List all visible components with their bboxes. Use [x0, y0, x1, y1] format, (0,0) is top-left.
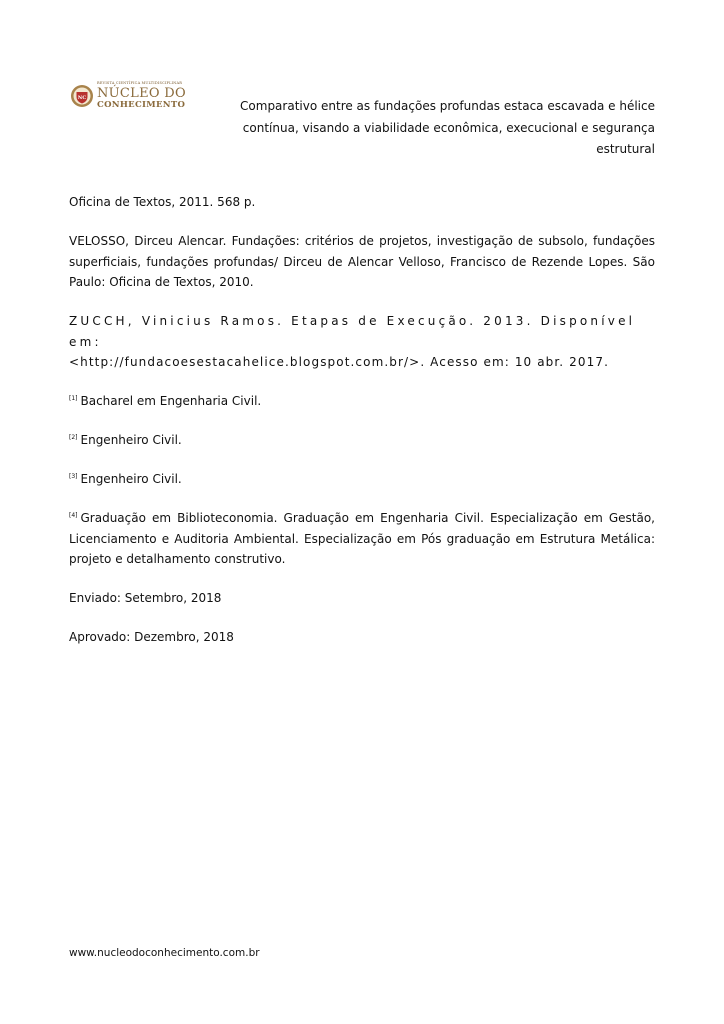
seal-icon [70, 84, 94, 108]
seal-text: NC [77, 94, 87, 101]
references-section [69, 192, 655, 666]
sent-date: Enviado: Setembro, 2018 [69, 591, 222, 605]
footnote [69, 508, 655, 570]
journal-logo [70, 82, 186, 109]
footnote-mark: [3] [69, 473, 78, 480]
logo-name-line1: NÚCLEO DO [97, 85, 186, 101]
logo-name-line2: CONHECIMENTO [97, 99, 186, 110]
approved-date: Aprovado: Dezembro, 2018 [69, 630, 234, 644]
reference-zucch-line1: ZUCCH, Vinicius Ramos. Etapas de Execução. 2013. Disponível em: [69, 314, 636, 349]
reference-entry: VELOSSO, Dirceu Alencar. Fundações: critérios de projetos, investigação de subsolo, fundações superficiais, fundações profundas/ Dirceu de Alencar Velloso, Francisco de Rezende Lopes. São Paulo: Oficina de Textos, 2010. [69, 234, 655, 289]
reference-entry-zucch [69, 311, 655, 373]
footer-url: www.nucleodoconhecimento.com.br [69, 947, 260, 959]
footnote-text: Graduação em Biblioteconomia. Graduação em Engenharia Civil. Especialização em Gestão, Licenciamento e Auditoria Ambiental. Especialização em Pós graduação em Estrutura Metálica: projeto e detalhamento construtivo. [69, 511, 655, 566]
logo-superscript: REVISTA CIENTÍFICA MULTIDISCIPLINAR [97, 81, 183, 85]
footnote [69, 430, 655, 451]
footnote [69, 469, 655, 490]
footnote-mark: [4] [69, 512, 78, 519]
footnote-text: Engenheiro Civil. [80, 472, 182, 486]
footnote-mark: [1] [69, 395, 78, 402]
footnote-text: Engenheiro Civil. [80, 433, 182, 447]
reference-zucch-line2: <http://fundacoesestacahelice.blogspot.com.br/>. Acesso em: 10 abr. 2017. [69, 355, 609, 369]
footnote-text: Bacharel em Engenharia Civil. [80, 394, 262, 408]
footnote [69, 391, 655, 412]
article-title: Comparativo entre as fundações profundas estaca escavada e hélice contínua, visando a viabilidade econômica, execucional e segurança estrutural [240, 99, 655, 156]
reference-entry: Oficina de Textos, 2011. 568 p. [69, 195, 256, 209]
footnote-mark: [2] [69, 434, 78, 441]
